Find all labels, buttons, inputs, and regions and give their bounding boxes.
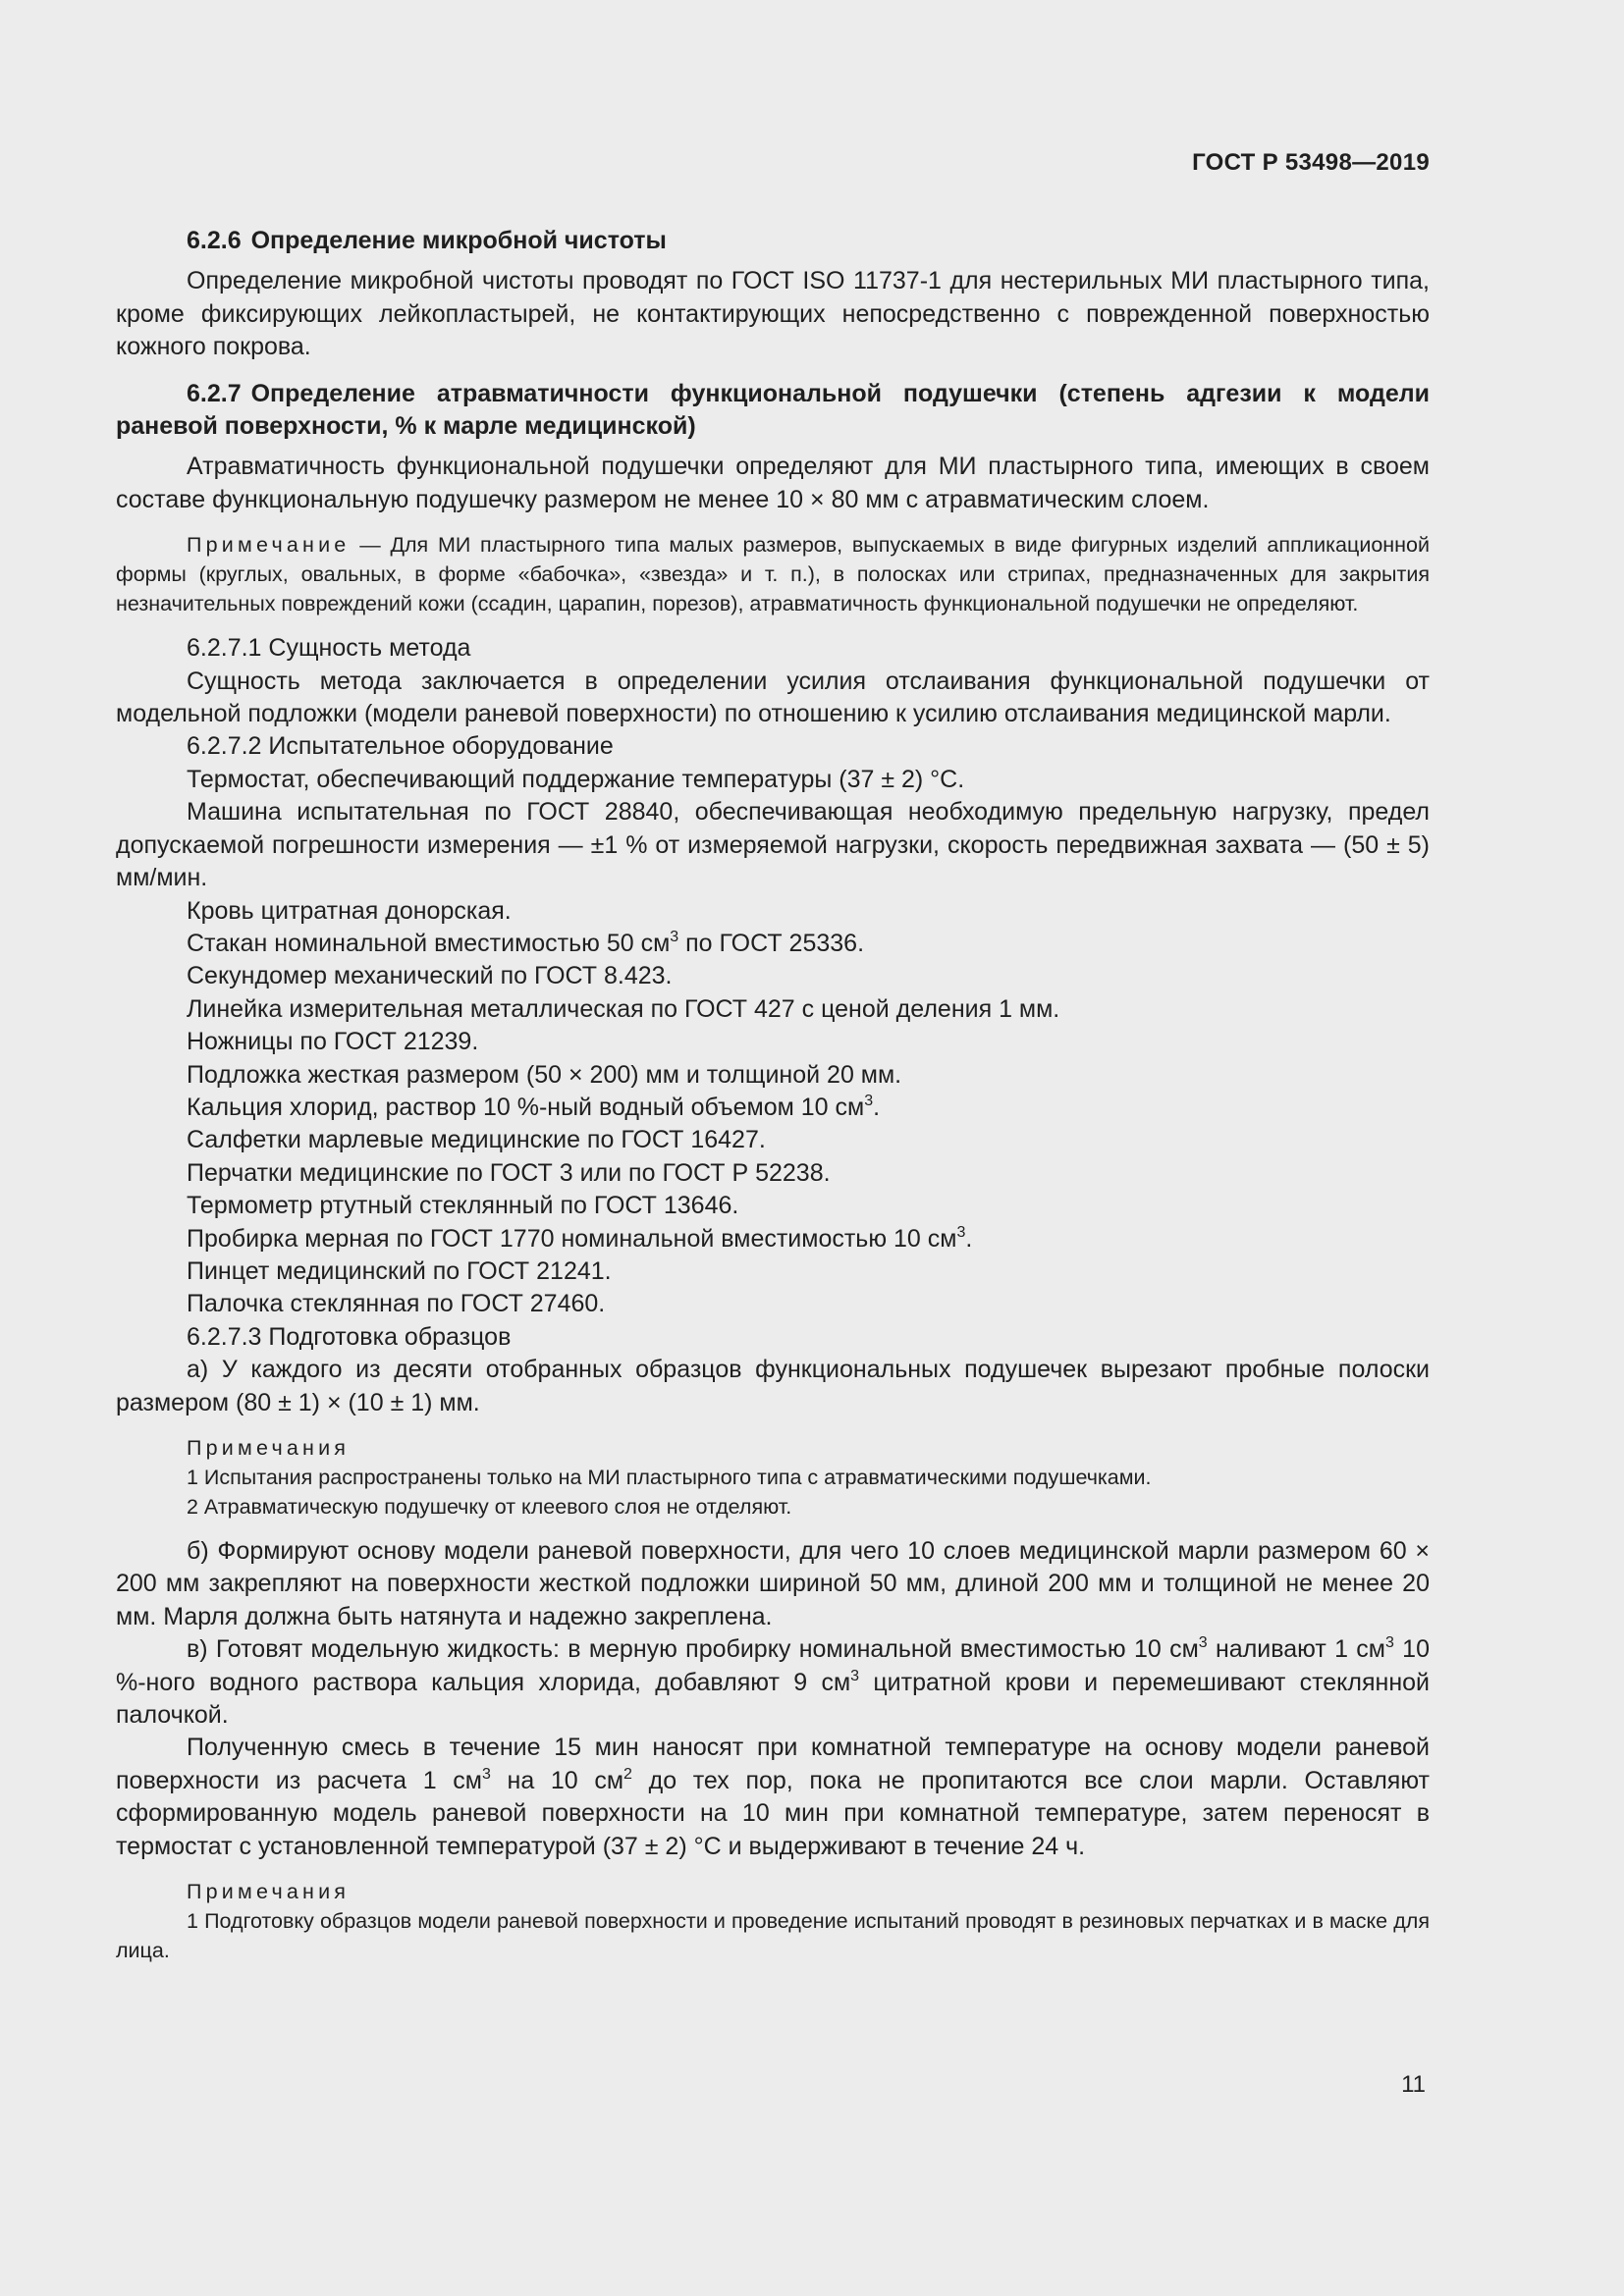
document-id-header: ГОСТ Р 53498—2019: [1192, 149, 1430, 176]
equipment-item: Машина испытательная по ГОСТ 28840, обеспечивающая необходимую предельную нагрузку, предел допускаемой погрешности измерения — ±1 % от измеряемой нагрузки, скорость передвижная захвата — (50 ± 5) мм/мин.: [116, 798, 1430, 892]
document-page: [116, 0, 1430, 2296]
equipment-item: Термометр ртутный стеклянный по ГОСТ 13646.: [187, 1192, 739, 1220]
note-item: 1 Испытания распространены только на МИ пластырного типа с атравматическими подушечками.: [187, 1466, 1152, 1489]
equipment-item: Подложка жесткая размером (50 × 200) мм и толщиной 20 мм.: [187, 1060, 902, 1089]
section-heading-6-2-6: 6.2.6 Определение микробной чистоты: [187, 227, 667, 254]
step-b: б) Формируют основу модели раневой поверхности, для чего 10 слоев медицинской марли размером 60 × 200 мм закрепляют на поверхности жесткой подложки шириной 50 мм, длиной 200 мм и толщиной не менее 20 мм. Марля должна быть натянута и надежно закреплена.: [116, 1537, 1430, 1630]
equipment-item: Стакан номинальной вместимостью 50 $см^3$ по ГОСТ 25336.: [187, 928, 865, 957]
equipment-item: Палочка стеклянная по ГОСТ 27460.: [187, 1290, 606, 1318]
section-heading-6-2-7: 6.2.7 Определение атравматичности функциональной подушечки (степень адгезии к модели раневой поверхности, % к марле медицинской): [116, 379, 1430, 441]
equipment-item: Ножницы по ГОСТ 21239.: [187, 1028, 479, 1056]
mixture-paragraph: Полученную смесь в течение 15 мин наносят при комнатной температуре на основу модели раневой поверхности из расчета 1 $см^3$ на 10 $см^2$ до тех пор, пока не пропитаются все слои марли. Оставляют сформированную модель раневой поверхности на 10 мин при комнатной температуре, затем переносят в термостат с установленной температурой (37 ± 2) °С и выдерживают в течение 24 ч.: [116, 1734, 1430, 1860]
subsection-heading-6-2-7-1: 6.2.7.1 Сущность метода: [187, 634, 471, 663]
equipment-item: Термостат, обеспечивающий поддержание температуры (37 ± 2) °С.: [187, 765, 965, 793]
equipment-item: Линейка измерительная металлическая по ГОСТ 427 с ценой деления 1 мм.: [187, 994, 1060, 1023]
equipment-item: Кальция хлорид, раствор 10 %-ный водный объемом 10 $см^3$.: [187, 1092, 881, 1121]
notes-title: Примечания: [187, 1436, 351, 1460]
section-paragraph-6-2-7: Атравматичность функциональной подушечки определяют для МИ пластырного типа, имеющих в своем составе функциональную подушечку размером не менее 10 × 80 мм с атравматическим слоем.: [116, 453, 1430, 513]
note-6-2-7: Примечание — Для МИ пластырного типа малых размеров, выпускаемых в виде фигурных изделий аппликационной формы (круглых, овальных, в форме «бабочка», «звезда» и т. п.), в полосках или стрипах, предназначенных для закрытия незначительных повреждений кожи (ссадин, царапин, порезов), атравматичность функциональной подушечки не определяют.: [116, 533, 1430, 616]
equipment-item: Салфетки марлевые медицинские по ГОСТ 16427.: [187, 1126, 766, 1154]
equipment-item: Пробирка мерная по ГОСТ 1770 номинальной вместимостью 10 $см^3$.: [187, 1223, 973, 1253]
subsection-heading-6-2-7-2: 6.2.7.2 Испытательное оборудование: [187, 732, 614, 761]
equipment-item: Пинцет медицинский по ГОСТ 21241.: [187, 1256, 612, 1285]
note-label: Примечание: [187, 533, 351, 558]
note-item: 2 Атравматическую подушечку от клеевого слоя не отделяют.: [187, 1495, 792, 1519]
notes-title: Примечания: [187, 1880, 351, 1904]
equipment-item: Кровь цитратная донорская.: [187, 896, 512, 925]
note-item: 1 Подготовку образцов модели раневой поверхности и проведение испытаний проводят в резиновых перчатках и в маске для лица.: [116, 1909, 1430, 1963]
page-number: 11: [1401, 2071, 1426, 2098]
document-body: [116, 225, 1430, 1965]
section-paragraph-6-2-6: Определение микробной чистоты проводят по ГОСТ ISO 11737-1 для нестерильных МИ пластырного типа, кроме фиксирующих лейкопластырей, не контактирующих непосредственно с поврежденной поверхностью кожного покрова.: [116, 267, 1430, 361]
equipment-item: Секундомер механический по ГОСТ 8.423.: [187, 962, 673, 990]
subsection-paragraph-6-2-7-1: Сущность метода заключается в определении усилия отслаивания функциональной подушечки от модельной подложки (модели раневой поверхности) по отношению к усилию отслаивания медицинской марли.: [116, 667, 1430, 728]
equipment-item: Перчатки медицинские по ГОСТ 3 или по ГОСТ Р 52238.: [187, 1158, 831, 1187]
step-a: а) У каждого из десяти отобранных образцов функциональных подушечек вырезают пробные полоски размером (80 ± 1) × (10 ± 1) мм.: [116, 1356, 1430, 1416]
subsection-heading-6-2-7-3: 6.2.7.3 Подготовка образцов: [187, 1322, 512, 1351]
step-v: в) Готовят модельную жидкость: в мерную пробирку номинальной вместимостью 10 $см^3$ наливают 1 $см^3$ 10 %-ного водного раствора кальция хлорида, добавляют 9 $см^3$ цитратной крови и перемешивают стеклянной палочкой.: [116, 1634, 1430, 1730]
